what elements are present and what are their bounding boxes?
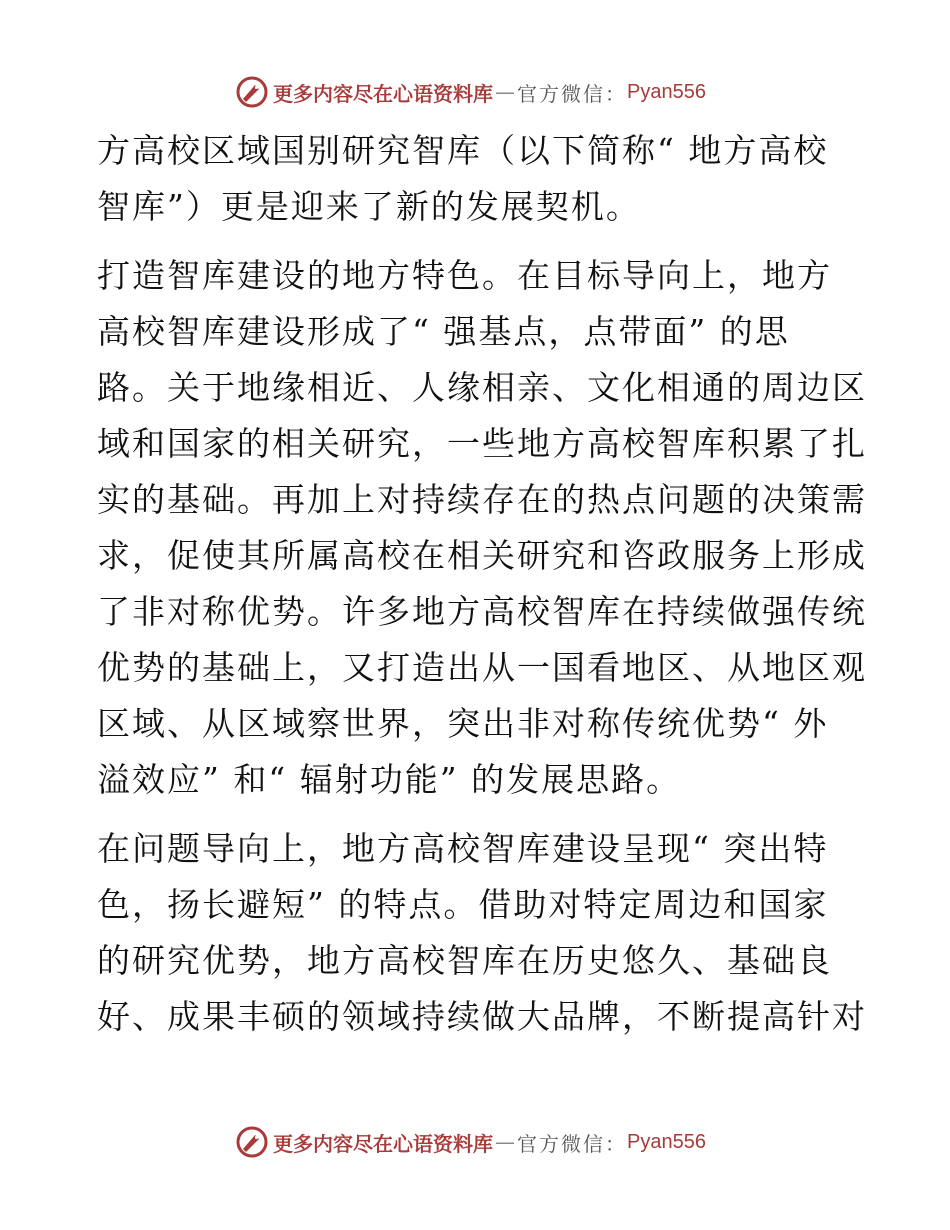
header-watermark xyxy=(235,72,706,112)
text-line: 域和国家的相关研究，一些地方高校智库积累了扎 xyxy=(97,424,867,463)
text-line: 色，扬长避短” 的特点。借助对特定周边和国家 xyxy=(97,885,829,924)
watermark-separator: — xyxy=(495,80,515,104)
text-line: 了非对称优势。许多地方高校智库在持续做强传统 xyxy=(97,592,867,631)
text-line: 智库”）更是迎来了新的发展契机。 xyxy=(97,187,641,226)
text-line: 打造智库建设的地方特色。在目标导向上，地方 xyxy=(97,256,832,295)
text-line: 路。关于地缘相近、人缘相亲、文化相通的周边区 xyxy=(97,368,867,407)
watermark-separator: — xyxy=(495,1130,515,1154)
paragraph-3 xyxy=(97,821,867,1045)
footer-watermark xyxy=(235,1122,706,1162)
watermark-lead-text: 更多内容尽在心语资料库 xyxy=(273,1131,493,1156)
text-line: 求，促使其所属高校在相关研究和咨政服务上形成 xyxy=(97,536,867,575)
watermark-wechat-id: Pyan556 xyxy=(627,1130,706,1153)
text-line: 实的基础。再加上对持续存在的热点问题的决策需 xyxy=(97,480,867,519)
watermark-official-label: 官方微信： xyxy=(517,1131,627,1156)
paragraph-2 xyxy=(97,248,867,808)
text-line: 在问题导向上，地方高校智库建设呈现“ 突出特 xyxy=(97,829,829,868)
text-line: 方高校区域国别研究智库（以下简称“ 地方高校 xyxy=(97,131,829,170)
watermark-lead-text: 更多内容尽在心语资料库 xyxy=(273,81,493,106)
paragraph-gap xyxy=(97,235,857,248)
text-line: 好、成果丰硕的领域持续做大品牌，不断提高针对 xyxy=(97,997,867,1036)
text-line: 区域、从区域察世界，突出非对称传统优势“ 外 xyxy=(97,704,829,743)
watermark-wechat-id: Pyan556 xyxy=(627,80,706,103)
paragraph-1 xyxy=(97,123,857,235)
text-line: 高校智库建设形成了“ 强基点，点带面” 的思 xyxy=(97,312,790,351)
watermark-official-label: 官方微信： xyxy=(517,81,627,106)
document-body xyxy=(97,123,867,1045)
pen-nib-circle-icon xyxy=(235,75,269,109)
text-line: 优势的基础上，又打造出从一国看地区、从地区观 xyxy=(97,648,867,687)
pen-nib-circle-icon xyxy=(235,1125,269,1159)
text-line: 的研究优势，地方高校智库在历史悠久、基础良 xyxy=(97,941,832,980)
text-line: 溢效应” 和“ 辐射功能” 的发展思路。 xyxy=(97,760,682,799)
paragraph-gap xyxy=(97,808,857,821)
